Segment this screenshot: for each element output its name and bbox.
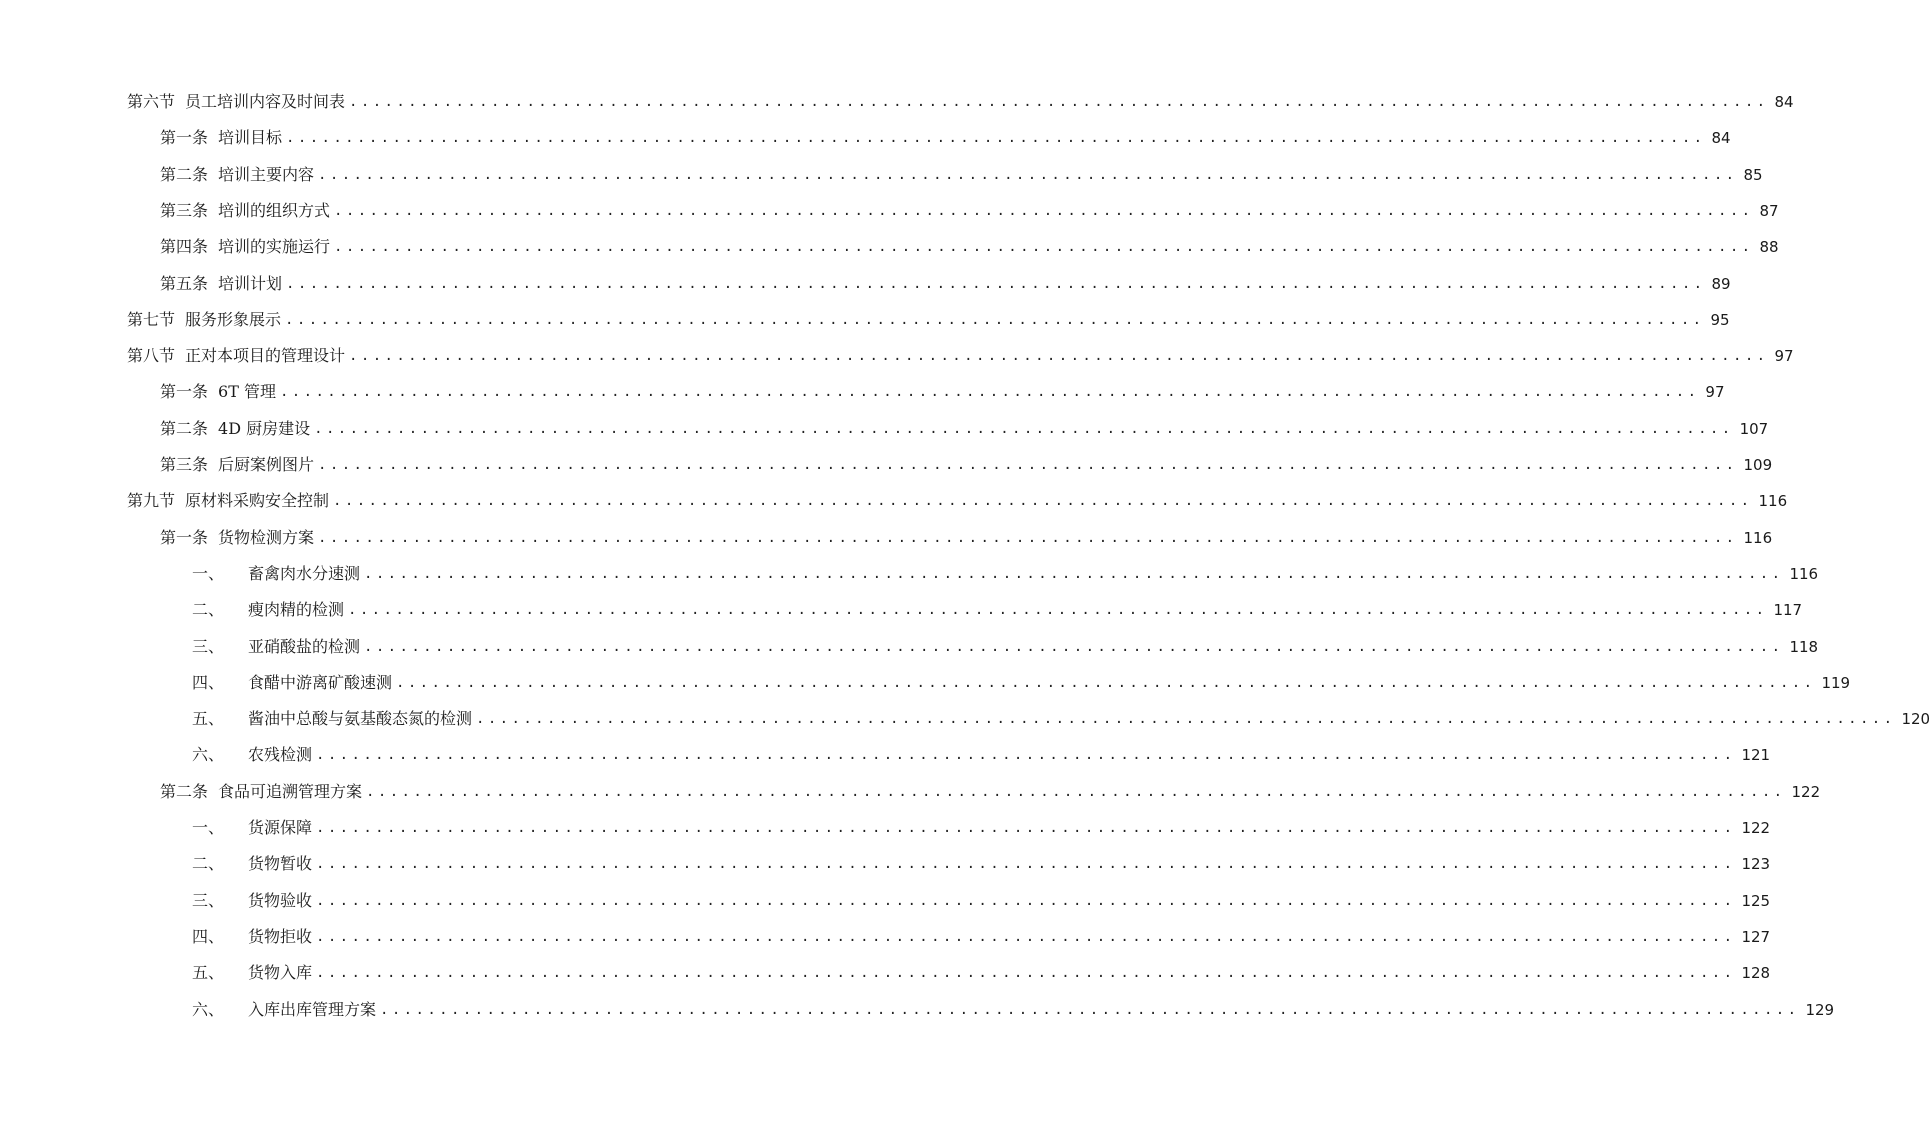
toc-entry-number: 一、 <box>192 563 225 583</box>
toc-entry-page-number: 84 <box>1774 93 1794 111</box>
toc-entry-page-number: 125 <box>1741 891 1771 910</box>
toc-entry[interactable] <box>160 197 1779 225</box>
toc-entry-number: 二、 <box>192 600 225 620</box>
toc-entry-title: 货物检测方案 <box>218 527 315 547</box>
toc-entry-title: 培训主要内容 <box>218 164 315 184</box>
toc-entry[interactable] <box>192 560 1819 588</box>
toc-entry-title: 亚硝酸盐的检测 <box>248 636 361 656</box>
toc-entry-number: 三、 <box>192 636 225 656</box>
toc-entry[interactable] <box>192 705 1930 733</box>
toc-dot-leader: ........................................................................................................................ <box>476 711 1896 728</box>
toc-entry-page-number: 121 <box>1741 746 1771 765</box>
toc-entry-number: 第八节 <box>127 346 176 366</box>
toc-entry-number: 第二条 <box>160 781 209 801</box>
toc-entry-page-number: 85 <box>1743 165 1763 184</box>
toc-entry-title: 瘦肉精的检测 <box>248 600 345 620</box>
toc-entry-page-number: 123 <box>1741 855 1771 874</box>
toc-entry-number: 第三条 <box>160 455 209 474</box>
toc-entry[interactable] <box>192 996 1835 1024</box>
toc-entry-number: 第一条 <box>160 382 209 402</box>
toc-entry-page-number: 128 <box>1741 964 1771 983</box>
toc-dot-leader: ........................................................................................................................ <box>366 783 1786 800</box>
toc-entry-page-number: 84 <box>1711 129 1731 148</box>
toc-entry-number: 第四条 <box>160 237 209 257</box>
toc-entry[interactable] <box>160 233 1779 261</box>
toc-entry-number: 第二条 <box>160 418 209 438</box>
toc-entry[interactable] <box>127 306 1730 334</box>
toc-entry-title: 服务形象展示 <box>185 309 282 329</box>
toc-entry-number: 三、 <box>192 890 225 910</box>
toc-entry-number: 第五条 <box>160 273 209 293</box>
toc-entry-title: 入库出库管理方案 <box>248 999 377 1019</box>
toc-entry[interactable] <box>192 850 1771 878</box>
toc-entry-title: 原材料采购安全控制 <box>185 491 330 511</box>
toc-entry-number: 四、 <box>192 672 225 692</box>
toc-dot-leader: ........................................................................................................................ <box>316 928 1736 945</box>
toc-entry-page-number: 116 <box>1789 564 1819 583</box>
toc-dot-leader: ........................................................................................................................ <box>364 638 1784 655</box>
toc-entry[interactable] <box>192 959 1771 987</box>
toc-entry-title: 食醋中游离矿酸速测 <box>248 672 393 692</box>
toc-entry-page-number: 116 <box>1758 492 1788 511</box>
toc-entry[interactable] <box>160 378 1725 406</box>
toc-entry[interactable] <box>192 669 1851 697</box>
toc-entry[interactable] <box>160 778 1821 806</box>
toc-entry-title: 正对本项目的管理设计 <box>185 346 346 366</box>
toc-entry-page-number: 88 <box>1759 238 1779 257</box>
toc-entry-title: 货物验收 <box>248 890 313 910</box>
toc-dot-leader: ........................................................................................................................ <box>279 384 1700 401</box>
toc-entry-page-number: 127 <box>1741 927 1771 946</box>
toc-entry-title: 4D 厨房建设 <box>218 418 311 438</box>
toc-dot-leader: ........................................................................................................................ <box>286 275 1706 292</box>
toc-entry-page-number: 118 <box>1789 637 1819 656</box>
toc-dot-leader: ........................................................................................................................ <box>333 493 1753 510</box>
toc-entry-title: 农残检测 <box>248 745 313 765</box>
toc-entry-number: 第七节 <box>127 309 176 329</box>
toc-entry-number: 第一条 <box>160 128 209 148</box>
toc-entry-page-number: 107 <box>1739 419 1769 438</box>
toc-entry[interactable] <box>192 814 1771 842</box>
toc-entry-page-number: 119 <box>1821 673 1851 692</box>
toc-entry[interactable] <box>160 415 1769 443</box>
toc-entry-title: 酱油中总酸与氨基酸态氮的检测 <box>248 709 473 729</box>
toc-entry-number: 五、 <box>192 709 225 729</box>
toc-entry[interactable] <box>160 161 1763 189</box>
toc-entry[interactable] <box>127 88 1794 116</box>
toc-entry-title: 货物拒收 <box>248 926 313 946</box>
toc-entry-number: 第一条 <box>160 527 209 547</box>
toc-dot-leader: ........................................................................................................................ <box>349 348 1769 365</box>
toc-entry[interactable] <box>127 487 1788 515</box>
toc-entry-title: 培训的实施运行 <box>218 237 331 257</box>
toc-entry[interactable] <box>192 741 1771 769</box>
toc-entry-page-number: 122 <box>1791 782 1821 801</box>
toc-dot-leader: ........................................................................................................................ <box>285 311 1705 328</box>
toc-entry-page-number: 120 <box>1901 710 1930 729</box>
toc-entry-title: 畜禽肉水分速测 <box>248 563 361 583</box>
toc-entry-number: 五、 <box>192 963 225 983</box>
toc-dot-leader: ........................................................................................................................ <box>316 747 1736 764</box>
toc-entry-number: 第九节 <box>127 491 176 511</box>
toc-entry-number: 六、 <box>192 745 225 765</box>
toc-entry[interactable] <box>192 887 1771 915</box>
toc-entry[interactable] <box>192 633 1819 661</box>
toc-entry[interactable] <box>160 524 1773 552</box>
toc-dot-leader: ........................................................................................................................ <box>314 420 1734 437</box>
toc-entry[interactable] <box>127 342 1794 370</box>
toc-entry-number: 第六节 <box>127 92 176 111</box>
toc-entry[interactable] <box>160 451 1773 479</box>
toc-entry-number: 六、 <box>192 999 225 1019</box>
toc-dot-leader: ........................................................................................................................ <box>349 94 1769 110</box>
toc-dot-leader: ........................................................................................................................ <box>316 965 1736 982</box>
toc-entry-number: 四、 <box>192 926 225 946</box>
toc-entry-title: 6T 管理 <box>218 382 276 402</box>
toc-dot-leader: ........................................................................................................................ <box>318 457 1738 473</box>
toc-entry-page-number: 116 <box>1743 528 1773 547</box>
toc-dot-leader: ........................................................................................................................ <box>364 565 1784 582</box>
toc-entry-title: 培训的组织方式 <box>218 200 331 220</box>
toc-entry-page-number: 87 <box>1759 201 1779 220</box>
toc-entry-title: 货物暂收 <box>248 854 313 874</box>
toc-entry-page-number: 129 <box>1805 1000 1835 1019</box>
toc-entry-title: 培训目标 <box>218 128 283 148</box>
toc-dot-leader: ........................................................................................................................ <box>334 239 1754 256</box>
toc-entry-number: 一、 <box>192 818 225 837</box>
toc-dot-leader: ........................................................................................................................ <box>380 1001 1800 1018</box>
toc-dot-leader: ........................................................................................................................ <box>316 856 1736 873</box>
toc-dot-leader: ........................................................................................................................ <box>316 820 1736 836</box>
toc-entry[interactable] <box>192 596 1803 624</box>
toc-entry-page-number: 97 <box>1705 383 1725 402</box>
toc-entry-title: 货物入库 <box>248 963 313 983</box>
toc-dot-leader: ........................................................................................................................ <box>286 130 1706 147</box>
toc-entry-page-number: 97 <box>1774 347 1794 366</box>
toc-entry-page-number: 95 <box>1710 310 1730 329</box>
toc-entry-page-number: 117 <box>1773 601 1803 620</box>
toc-entry-number: 第三条 <box>160 200 209 220</box>
toc-entry-page-number: 109 <box>1743 456 1773 474</box>
toc-dot-leader: ........................................................................................................................ <box>316 892 1736 909</box>
toc-dot-leader: ........................................................................................................................ <box>318 166 1738 183</box>
toc-entry-page-number: 122 <box>1741 819 1771 837</box>
toc-entry-title: 员工培训内容及时间表 <box>185 92 346 111</box>
toc-entry-title: 后厨案例图片 <box>218 455 315 474</box>
toc-entry-number: 第二条 <box>160 164 209 184</box>
toc-entry[interactable] <box>192 923 1771 951</box>
toc-entry-title: 培训计划 <box>218 273 283 293</box>
toc-entry-title: 货源保障 <box>248 818 313 837</box>
toc-entry-title: 食品可追溯管理方案 <box>218 781 363 801</box>
toc-dot-leader: ........................................................................................................................ <box>318 529 1738 546</box>
toc-dot-leader: ........................................................................................................................ <box>348 602 1768 619</box>
toc-dot-leader: ........................................................................................................................ <box>396 674 1816 691</box>
toc-entry[interactable] <box>160 124 1731 152</box>
toc-entry-page-number: 89 <box>1711 274 1731 293</box>
toc-dot-leader: ........................................................................................................................ <box>334 202 1754 219</box>
toc-entry-number: 二、 <box>192 854 225 874</box>
toc-entry[interactable] <box>160 270 1731 298</box>
